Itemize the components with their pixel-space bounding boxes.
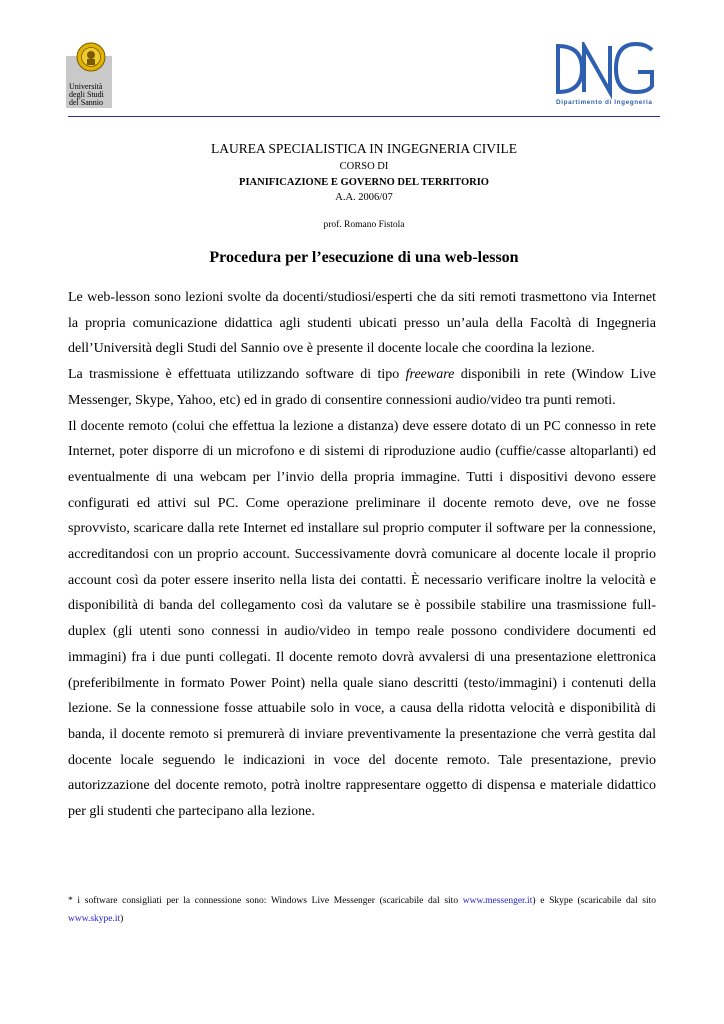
course-of: CORSO DI [339, 161, 389, 172]
paragraph-remote-teacher: Il docente remoto (colui che effettua la lezione a distanza) deve essere dotato di un PC connesso in rete Internet, poter disporre di un microfono e di sistemi di riproduzione audio (cuffie/casse altoparlanti) ed eventualmente di una webcam per l’invio della propria immagine. Tutti i dispositivi devono essere configurati ed attivi sul PC. Come operazione preliminare il docente remoto deve, ove ne fosse sprovvisto, scaricare dalla rete Internet ed installare sul proprio computer il software per la connessione, accreditandosi con un proprio account. Successivamente dovrà comunicare al docente locale il proprio account così da poter essere inserito nella lista dei contatti. È necessario verificare inoltre la velocità e disponibilità di banda del collegamento così da valutare se è possibile stabilire una trasmissione full-duplex (gli utenti sono connessi in audio/video in tempo reale possono condividere documenti ed immagini) fra i due punti collegati. Il docente remoto dovrà avvalersi di una presentazione elettronica (preferibilmente in formato Power Point) nella quale siano descritti (testo/immagini) i contenuti della lezione. Se la connessione fosse attuabile solo in voce, a causa della ridotta velocità e disponibilità di banda, il docente remoto si premurerà di inviare preventivamente la presentazione che verrà gestita dal docente locale seguendo le indicazioni in voce del docente remoto. Tale presentazione, previo autorizzazione del docente remoto, potrà inoltre rappresentare oggetto di dispensa e materiale didattico per gli studenti che partecipano alla lezione. [68, 418, 656, 820]
paragraph-transmission-end: disponibili in rete (Window Live Messenger, Skype, Yahoo, etc) ed in grado di consentire connessioni audio/video tra punti remoti. [68, 367, 656, 408]
footnote-text-2: ) e Skype (scaricabile dal sito [532, 896, 656, 906]
university-logo [64, 42, 114, 108]
document-body [68, 285, 656, 825]
footnote-text-3: ) [120, 914, 124, 924]
course-name: PIANIFICAZIONE E GOVERNO DEL TERRITORIO [239, 177, 489, 188]
degree-title: LAUREA SPECIALISTICA IN INGEGNERIA CIVILE [211, 141, 517, 156]
professor-name: prof. Romano Fistola [323, 220, 405, 230]
footnote [68, 892, 656, 928]
paragraph-intro: Le web-lesson sono lezioni svolte da docenti/studiosi/esperti che da siti remoti trasmettono via Internet la propria comunicazione didattica agli studenti ubicati presso un’aula della Facoltà di Ingegneria dell’Università degli Studi del Sannio ove è presente il docente locale che coordina la lezione. [68, 290, 656, 357]
department-logo-text: Dipartimento di Ingegneria [556, 99, 653, 106]
department-logo [552, 42, 658, 108]
freeware-term: freeware [405, 367, 455, 383]
skype-link[interactable]: www.skype.it [68, 914, 121, 924]
university-logo-line2: degli Studi [69, 90, 104, 99]
paragraph-transmission-start: La trasmissione è effettuata utilizzando software di tipo [68, 367, 406, 383]
university-logo-line1: Università [69, 82, 103, 91]
academic-year: A.A. 2006/07 [335, 192, 393, 203]
header-rule [68, 116, 660, 117]
footnote-text-1: * i software consigliati per la connessione sono: Windows Live Messenger (scaricabile dal sito [68, 896, 463, 906]
document-title: Procedura per l’esecuzione di una web-lesson [209, 249, 519, 266]
university-logo-line3: del Sannio [69, 98, 103, 107]
paragraph-transmission [68, 362, 656, 413]
messenger-link[interactable]: www.messenger.it [462, 896, 533, 906]
